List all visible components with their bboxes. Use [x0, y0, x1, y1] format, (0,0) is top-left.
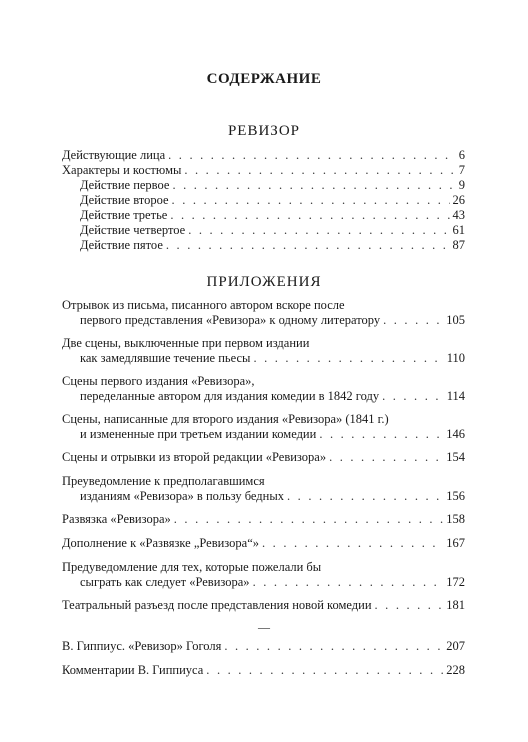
leader-dots	[172, 193, 450, 208]
toc-entry-first-line: Две сцены, выключенные при первом издании	[62, 336, 310, 350]
leader-dots	[253, 351, 443, 366]
toc-entry	[62, 474, 465, 504]
toc-entry	[62, 298, 465, 328]
toc-item-page: 7	[458, 163, 465, 177]
section-divider: —	[258, 620, 270, 634]
toc-item-page: 207	[446, 639, 465, 653]
toc-item-page: 156	[446, 489, 465, 503]
toc-item-page: 43	[452, 208, 465, 222]
toc-item-label: первого представления «Ревизора» к одному литератору	[80, 313, 381, 327]
leader-dots	[382, 389, 444, 404]
page-title: СОДЕРЖАНИЕ	[206, 71, 322, 87]
toc-entry-first-line: Отрывок из письма, писанного автором вскоре после	[62, 298, 345, 312]
toc-item	[62, 178, 465, 193]
toc-item-page: 172	[446, 575, 465, 589]
toc-entry-first-line: Сцены первого издания «Ревизора»,	[62, 374, 255, 388]
toc-item-label: Действие первое	[80, 178, 170, 192]
toc-item-page: 181	[446, 598, 465, 612]
leader-dots	[184, 163, 455, 178]
toc-entry	[62, 598, 465, 613]
toc-item-label: Развязка «Ревизора»	[62, 512, 171, 526]
toc-item-label: переделанные автором для издания комедии в 1842 году	[80, 389, 380, 403]
toc-item-label: Действующие лица	[62, 148, 166, 162]
toc-entry	[62, 512, 465, 527]
toc-entry-first-line: Преуведомление к предполагавшимся	[62, 474, 265, 488]
toc-entry-last-line	[62, 536, 465, 551]
toc-item-label: сыграть как следует «Ревизора»	[80, 575, 250, 589]
toc-item-page: 158	[446, 512, 465, 526]
toc-item-page: 6	[458, 148, 465, 162]
toc-item-page: 87	[452, 238, 465, 252]
toc-item-page: 9	[458, 178, 465, 192]
toc-item	[62, 639, 465, 654]
toc-item-page: 110	[446, 351, 465, 365]
toc-item-page: 114	[446, 389, 465, 403]
toc-item-label: Театральный разъезд после представления новой комедии	[62, 598, 372, 612]
section-heading-appendix: ПРИЛОЖЕНИЯ	[206, 274, 322, 290]
toc-item-page: 105	[446, 313, 465, 327]
toc-entry	[62, 536, 465, 551]
toc-item-label: Действие четвертое	[80, 223, 186, 237]
toc-item-label: и измененные при третьем издании комедии	[80, 427, 317, 441]
toc-item-label: изданиям «Ревизора» в пользу бедных	[80, 489, 285, 503]
leader-dots	[262, 536, 443, 551]
toc-entry	[62, 336, 465, 366]
leader-dots	[383, 313, 443, 328]
section-heading-revizor: РЕВИЗОР	[227, 123, 301, 139]
toc-item-page: 228	[446, 663, 465, 677]
leader-dots	[206, 663, 443, 678]
extra-list	[62, 639, 465, 678]
toc-entry-last-line	[62, 427, 465, 442]
toc-item-page: 26	[452, 193, 465, 207]
toc-entry	[62, 412, 465, 442]
leader-dots	[375, 598, 444, 613]
leader-dots	[166, 238, 450, 253]
revizor-list	[62, 148, 465, 253]
toc-item-label: Действие второе	[80, 193, 169, 207]
toc-item	[62, 163, 465, 178]
leader-dots	[172, 178, 455, 193]
toc-item	[62, 208, 465, 223]
leader-dots	[188, 223, 449, 238]
leader-dots	[329, 450, 443, 465]
toc-entry-first-line: Предуведомление для тех, которые пожелали бы	[62, 560, 322, 574]
toc-item-label: Действие пятое	[80, 238, 163, 252]
toc-item	[62, 223, 465, 238]
toc-item	[62, 148, 465, 163]
toc-entry-last-line	[62, 389, 465, 404]
toc-item-label: как замедлявшие течение пьесы	[80, 351, 251, 365]
toc-item-page: 167	[446, 536, 465, 550]
toc-item-label: В. Гиппиус. «Ревизор» Гоголя	[62, 639, 222, 653]
toc-entry-last-line	[62, 313, 465, 328]
leader-dots	[319, 427, 443, 442]
toc-entry-last-line	[62, 450, 465, 465]
toc-entry-first-line: Сцены, написанные для второго издания «Ревизора» (1841 г.)	[62, 412, 389, 426]
leader-dots	[224, 639, 443, 654]
toc-item-page: 61	[452, 223, 465, 237]
leader-dots	[168, 148, 456, 163]
appendix-list	[62, 298, 465, 613]
toc-item	[62, 193, 465, 208]
leader-dots	[170, 208, 449, 223]
toc-entry	[62, 450, 465, 465]
toc-item-page: 154	[446, 450, 465, 464]
toc-entry-last-line	[62, 598, 465, 613]
toc-entry	[62, 560, 465, 590]
toc-item-label: Дополнение к «Развязке „Ревизора“»	[62, 536, 260, 550]
leader-dots	[174, 512, 443, 527]
toc-item-label: Сцены и отрывки из второй редакции «Ревизора»	[62, 450, 327, 464]
toc-entry-last-line	[62, 489, 465, 504]
toc-entry	[62, 374, 465, 404]
toc-entry-last-line	[62, 575, 465, 590]
leader-dots	[287, 489, 443, 504]
toc-entry-last-line	[62, 351, 465, 366]
toc-item-page: 146	[446, 427, 465, 441]
toc-entry-last-line	[62, 512, 465, 527]
toc-item	[62, 663, 465, 678]
toc-item-label: Действие третье	[80, 208, 168, 222]
toc-item-label: Комментарии В. Гиппиуса	[62, 663, 204, 677]
toc-item-label: Характеры и костюмы	[62, 163, 182, 177]
toc-item	[62, 238, 465, 253]
leader-dots	[253, 575, 444, 590]
